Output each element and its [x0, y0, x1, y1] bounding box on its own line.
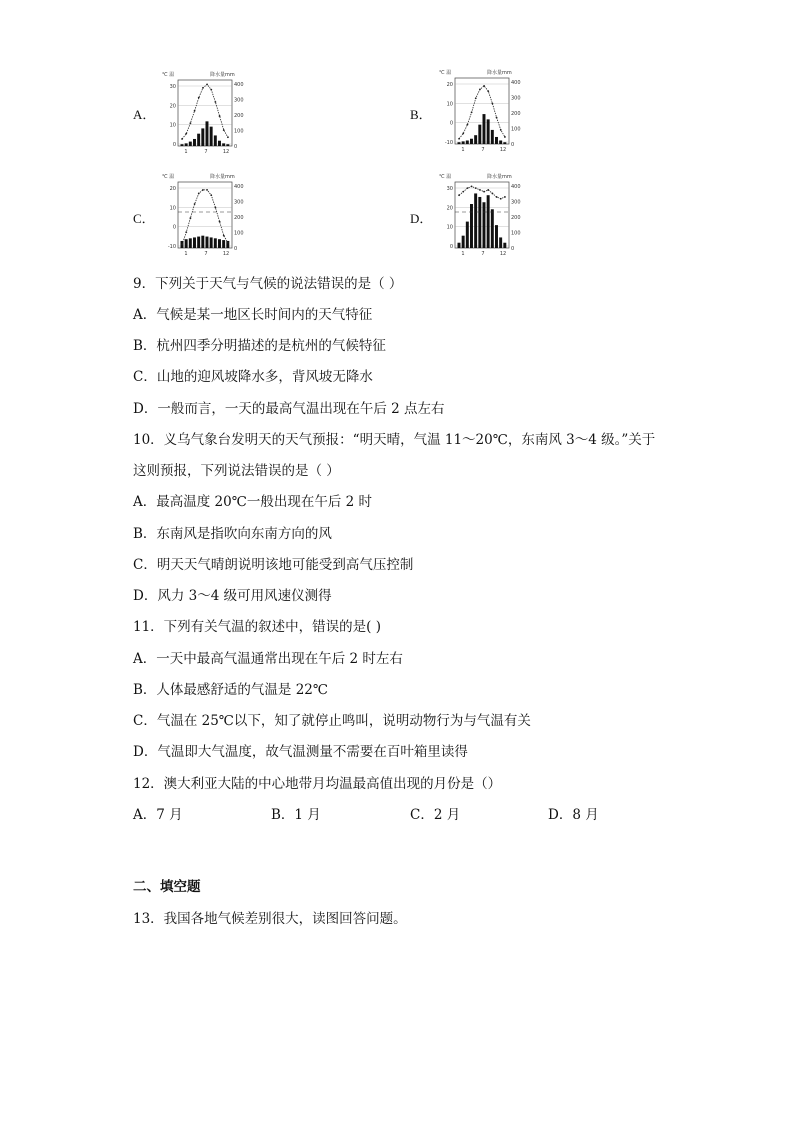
q12-option-d[interactable]: D．8 月	[548, 807, 599, 823]
precipitation-axis-label: 降水量mm	[487, 174, 512, 180]
temperature-point	[194, 203, 196, 205]
q10-stem-line2: 这则预报，下列说法错误的是（ ）	[133, 463, 340, 479]
temperature-point	[223, 235, 225, 237]
left-tick-label: 0	[449, 244, 453, 250]
precipitation-bar	[470, 139, 473, 144]
right-tick-label: 400	[234, 82, 244, 88]
right-tick-label: 200	[234, 215, 244, 221]
section-title-fill-in: 二、填空题	[133, 879, 201, 895]
temperature-point	[227, 242, 229, 244]
temperature-point	[504, 196, 506, 198]
temperature-point	[496, 196, 498, 198]
precipitation-bar	[185, 239, 188, 248]
q11-stem: 11．下列有关气温的叙述中，错误的是( )	[133, 619, 382, 635]
precipitation-bar	[218, 239, 221, 248]
temperature-point	[227, 136, 229, 138]
precipitation-axis-label: 降水量mm	[487, 70, 512, 76]
precipitation-bar	[197, 134, 200, 146]
temperature-point	[487, 90, 489, 92]
temperature-point	[190, 122, 192, 124]
right-tick-label: 100	[234, 230, 244, 237]
temperature-point	[475, 187, 477, 189]
temperature-axis-label: ℃ 温	[162, 72, 175, 78]
precipitation-bar	[491, 209, 494, 248]
precipitation-bar	[206, 237, 209, 248]
precipitation-bar	[495, 225, 498, 248]
temperature-point	[467, 187, 469, 189]
left-tick-label: 20	[169, 103, 176, 110]
month-tick-label: 7	[204, 149, 208, 155]
month-tick-label: 1	[461, 147, 465, 153]
left-tick-label: 10	[446, 224, 453, 231]
right-tick-label: 100	[511, 126, 521, 133]
precipitation-bar	[478, 197, 481, 248]
q9-option-a[interactable]: A．气候是某一地区长时间内的天气特征	[133, 307, 373, 323]
precipitation-bar	[201, 128, 204, 146]
month-tick-label: 7	[481, 251, 485, 257]
q12-option-a[interactable]: A．7 月	[133, 807, 183, 823]
q11-option-b[interactable]: B．人体最感舒适的气温是 22℃	[133, 682, 328, 698]
temperature-point	[202, 189, 204, 191]
left-tick-label: 0	[172, 224, 176, 231]
temperature-point	[500, 129, 502, 131]
temperature-point	[492, 193, 494, 195]
q12-stem: 12．澳大利亚大陆的中心地带月均温最高值出现的月份是（）	[133, 776, 502, 792]
left-tick-label: -10	[444, 140, 453, 146]
precipitation-bar	[218, 141, 221, 146]
temperature-point	[198, 193, 200, 195]
temperature-point	[215, 101, 217, 103]
right-tick-label: 100	[234, 128, 244, 135]
q9-option-b[interactable]: B．杭州四季分明描述的是杭州的气候特征	[133, 338, 386, 354]
climate-chart-d	[437, 172, 529, 258]
month-tick-label: 12	[222, 251, 230, 257]
plot-frame	[178, 182, 232, 248]
temperature-point	[467, 124, 469, 126]
precipitation-bar	[478, 125, 481, 144]
month-tick-label: 7	[481, 147, 485, 153]
left-tick-label: 10	[446, 101, 453, 108]
temperature-point	[206, 84, 208, 86]
precipitation-bar	[466, 222, 469, 248]
q10-option-a[interactable]: A．最高温度 20℃一般出现在午后 2 时	[133, 494, 372, 510]
right-tick-label: 300	[511, 95, 521, 102]
precipitation-bar	[462, 141, 465, 144]
precipitation-bar	[193, 139, 196, 146]
right-tick-label: 400	[511, 184, 521, 190]
month-tick-label: 1	[184, 149, 188, 155]
right-tick-label: 0	[511, 246, 515, 252]
temperature-point	[219, 221, 221, 223]
precipitation-bar	[483, 202, 486, 248]
q10-option-b[interactable]: B．东南风是指吹向东南方向的风	[133, 526, 332, 542]
precipitation-bar	[222, 240, 225, 248]
precipitation-bar	[201, 236, 204, 248]
precipitation-bar	[487, 195, 490, 248]
temperature-point	[462, 133, 464, 135]
option-c-letter: C．	[133, 211, 155, 226]
precipitation-bar	[189, 142, 192, 146]
temperature-point	[458, 194, 460, 196]
temperature-point	[185, 231, 187, 233]
left-tick-label: 20	[169, 186, 176, 192]
temperature-axis-label: ℃ 温	[439, 174, 452, 180]
precipitation-bar	[197, 237, 200, 248]
precipitation-bar	[214, 238, 217, 248]
temperature-point	[475, 97, 477, 99]
q11-option-d[interactable]: D．气温即大气温度，故气温测量不需要在百叶箱里读得	[133, 744, 468, 760]
temperature-point	[500, 198, 502, 200]
q10-option-d[interactable]: D．风力 3～4 级可用风速仪测得	[133, 588, 332, 604]
precipitation-bar	[193, 237, 196, 248]
left-tick-label: 30	[446, 186, 453, 192]
temperature-point	[210, 89, 212, 91]
precipitation-bar	[210, 127, 213, 146]
temperature-point	[202, 87, 204, 89]
precipitation-bar	[491, 130, 494, 144]
temperature-axis-label: ℃ 温	[439, 70, 452, 76]
precipitation-bar	[210, 237, 213, 248]
option-d-letter: D．	[410, 211, 433, 226]
temperature-point	[471, 186, 473, 188]
temperature-point	[471, 111, 473, 113]
precipitation-bar	[226, 144, 229, 146]
precipitation-bar	[499, 140, 502, 144]
temperature-point	[483, 191, 485, 193]
climate-chart-c	[160, 172, 252, 258]
precipitation-bar	[189, 238, 192, 248]
left-tick-label: 20	[446, 205, 453, 212]
precipitation-bar	[483, 114, 486, 144]
month-tick-label: 1	[184, 251, 188, 257]
temperature-point	[190, 217, 192, 219]
right-tick-label: 100	[511, 230, 521, 237]
temperature-point	[219, 115, 221, 117]
q9-stem: 9．下列关于天气与气候的说法错误的是（ ）	[133, 276, 403, 292]
option-b-letter: B．	[410, 107, 432, 122]
precipitation-bar	[474, 193, 477, 248]
right-tick-label: 400	[511, 80, 521, 86]
left-tick-label: 20	[446, 82, 453, 88]
q11-option-a[interactable]: A．一天中最高气温通常出现在午后 2 时左右	[133, 651, 403, 667]
temperature-point	[210, 194, 212, 196]
precipitation-bar	[499, 237, 502, 248]
temperature-point	[198, 97, 200, 99]
precipitation-bar	[474, 135, 477, 144]
precipitation-bar	[458, 243, 461, 248]
precipitation-bar	[462, 236, 465, 248]
right-tick-label: 300	[234, 199, 244, 206]
q11-option-c[interactable]: C．气温在 25℃以下，知了就停止鸣叫，说明动物行为与气温有关	[133, 713, 531, 729]
temperature-point	[185, 133, 187, 135]
q9-option-d[interactable]: D．一般而言，一天的最高气温出现在午后 2 点左右	[133, 401, 445, 417]
temperature-point	[479, 89, 481, 91]
precipitation-bar	[185, 143, 188, 146]
temperature-point	[483, 85, 485, 87]
option-a-letter: A．	[133, 107, 156, 122]
precipitation-bar	[503, 142, 506, 144]
temperature-point	[181, 138, 183, 140]
right-tick-label: 200	[511, 111, 521, 117]
temperature-curve	[459, 86, 505, 139]
precipitation-axis-label: 降水量mm	[210, 72, 235, 78]
climate-chart-b	[437, 68, 529, 154]
left-tick-label: 10	[169, 205, 176, 212]
left-tick-label: 0	[449, 120, 453, 127]
q10-stem-line1: 10．义乌气象台发明天的天气预报：“明天晴，气温 11～20℃，东南风 3～4 级。”关于	[133, 432, 656, 448]
month-tick-label: 12	[499, 147, 507, 153]
precipitation-bar	[487, 119, 490, 144]
right-tick-label: 200	[511, 215, 521, 221]
temperature-point	[462, 191, 464, 193]
temperature-axis-label: ℃ 温	[162, 174, 175, 180]
month-tick-label: 12	[222, 149, 230, 155]
temperature-point	[492, 103, 494, 105]
temperature-curve	[459, 186, 505, 198]
month-tick-label: 1	[461, 251, 465, 257]
precipitation-bar	[222, 143, 225, 146]
q12-option-b[interactable]: B．1 月	[271, 807, 321, 823]
precipitation-bar	[503, 243, 506, 248]
q13-stem: 13．我国各地气候差别很大，读图回答问题。	[133, 911, 407, 927]
month-tick-label: 12	[499, 251, 507, 257]
precipitation-bar	[466, 140, 469, 144]
temperature-point	[223, 129, 225, 131]
right-tick-label: 300	[511, 199, 521, 206]
temperature-point	[504, 136, 506, 138]
left-tick-label: -10	[167, 244, 176, 250]
precipitation-axis-label: 降水量mm	[210, 174, 235, 180]
right-tick-label: 300	[234, 97, 244, 104]
plot-frame	[178, 80, 232, 146]
temperature-curve	[182, 190, 228, 245]
left-tick-label: 0	[172, 142, 176, 148]
precipitation-bar	[458, 142, 461, 144]
month-tick-label: 7	[204, 251, 208, 257]
temperature-point	[487, 189, 489, 191]
precipitation-bar	[214, 135, 217, 146]
left-tick-label: 30	[169, 84, 176, 90]
temperature-point	[458, 138, 460, 140]
climate-chart-a	[160, 70, 252, 156]
right-tick-label: 400	[234, 184, 244, 190]
precipitation-bar	[495, 137, 498, 144]
q12-option-c[interactable]: C．2 月	[410, 807, 461, 823]
temperature-point	[215, 207, 217, 209]
temperature-point	[194, 110, 196, 112]
precipitation-bar	[206, 121, 209, 146]
temperature-point	[181, 244, 183, 246]
temperature-point	[496, 117, 498, 119]
right-tick-label: 0	[511, 142, 515, 148]
right-tick-label: 0	[234, 246, 238, 252]
q9-option-c[interactable]: C．山地的迎风坡降水多，背风坡无降水	[133, 369, 373, 385]
temperature-point	[479, 189, 481, 191]
precipitation-bar	[181, 144, 184, 146]
left-tick-label: 10	[169, 122, 176, 129]
right-tick-label: 0	[234, 144, 238, 150]
right-tick-label: 200	[234, 113, 244, 119]
temperature-point	[206, 189, 208, 191]
temperature-curve	[182, 84, 228, 139]
q10-option-c[interactable]: C．明天天气晴朗说明该地可能受到高气压控制	[133, 557, 414, 573]
precipitation-bar	[470, 204, 473, 248]
